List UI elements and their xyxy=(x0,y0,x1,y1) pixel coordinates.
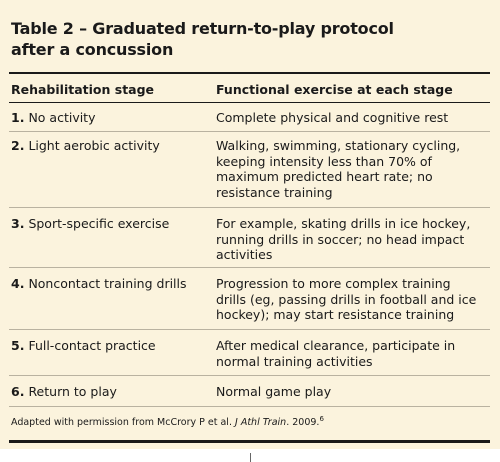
stage-label: Return to play xyxy=(28,384,117,399)
footnote-journal: J Athl Train xyxy=(235,417,287,428)
table-row-5-exercise xyxy=(216,338,484,369)
exercise-line: maximum predicted heart rate; no xyxy=(216,169,433,184)
table-row-2-exercise xyxy=(216,138,484,200)
table-row-4-stage xyxy=(11,276,206,292)
table-title xyxy=(11,18,481,60)
row-number: 1. xyxy=(11,110,25,125)
table-row-3-stage xyxy=(11,216,206,232)
exercise-line: normal training activities xyxy=(216,353,373,369)
row-divider xyxy=(9,267,490,268)
header-rule xyxy=(9,102,490,103)
table-title-line-1: Table 2 – Graduated return-to-play protocol xyxy=(11,19,394,38)
row-divider xyxy=(9,406,490,407)
table-row-3-exercise xyxy=(216,216,484,263)
table-row-2-stage xyxy=(11,138,206,154)
exercise-line: Walking, swimming, stationary cycling, xyxy=(216,138,461,153)
header-stage: Rehabilitation stage xyxy=(11,82,155,97)
stage-label: Noncontact training drills xyxy=(28,276,187,291)
table-row-1-exercise xyxy=(216,110,484,126)
header-exercise: Functional exercise at each stage xyxy=(216,82,453,97)
stage-label: Sport-specific exercise xyxy=(28,216,170,231)
row-number: 3. xyxy=(11,216,25,231)
table-title-line-2: after a concussion xyxy=(11,40,174,59)
top-rule xyxy=(9,72,490,74)
exercise-line: For example, skating drills in ice hockey, xyxy=(216,216,471,231)
table-row-1-stage xyxy=(11,110,206,126)
table-row-5-stage xyxy=(11,338,206,354)
row-divider xyxy=(9,207,490,208)
row-divider xyxy=(9,375,490,376)
row-divider xyxy=(9,131,490,132)
exercise-line: hockey); may start resistance training xyxy=(216,307,455,322)
row-number: 5. xyxy=(11,338,25,353)
exercise-line: resistance training xyxy=(216,184,333,200)
exercise-line: keeping intensity less than 70% of xyxy=(216,153,432,169)
page-edge-tick xyxy=(250,453,251,462)
bottom-rule xyxy=(9,440,490,443)
stage-label: No activity xyxy=(28,110,96,125)
exercise-line: Progression to more complex training xyxy=(216,276,451,291)
exercise-line: After medical clearance, participate in xyxy=(216,338,456,353)
stage-label: Light aerobic activity xyxy=(28,138,160,153)
row-divider xyxy=(9,329,490,330)
footnote-year: . 2009. xyxy=(286,417,320,428)
row-number: 6. xyxy=(11,384,25,399)
exercise-line: activities xyxy=(216,247,273,262)
table-row-6-stage xyxy=(11,384,206,400)
footnote-reference: 6 xyxy=(319,414,324,423)
row-number: 4. xyxy=(11,276,25,291)
table-row-4-exercise xyxy=(216,276,484,323)
exercise-line: Normal game play xyxy=(216,384,332,399)
table-row-6-exercise xyxy=(216,384,484,400)
table-footnote xyxy=(11,414,486,429)
exercise-line: Complete physical and cognitive rest xyxy=(216,110,449,125)
footnote-text: Adapted with permission from McCrory P et al. xyxy=(11,417,232,428)
exercise-line: running drills in soccer; no head impact xyxy=(216,231,465,247)
row-number: 2. xyxy=(11,138,25,153)
exercise-line: drills (eg, passing drills in football and ice xyxy=(216,291,477,307)
stage-label: Full-contact practice xyxy=(28,338,156,353)
